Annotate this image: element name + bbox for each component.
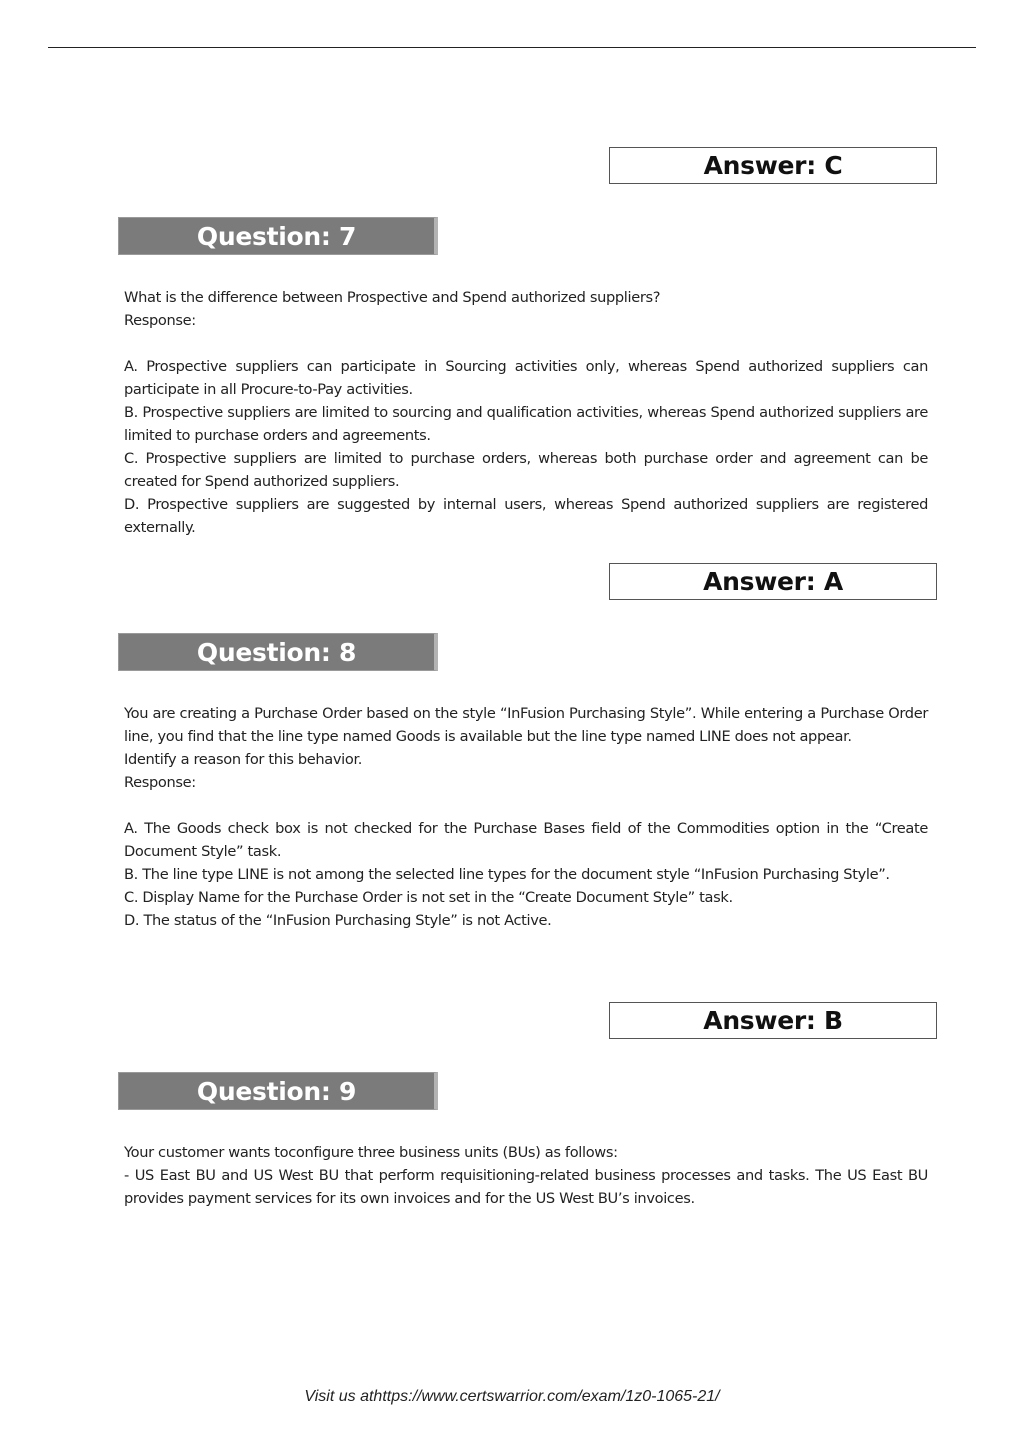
answer-label: Answer: B [703,1006,843,1035]
question-stem: What is the difference between Prospective and Spend authorized suppliers? [124,289,661,306]
question-stem: You are creating a Purchase Order based on the style “InFusion Purchasing Style”. While entering a Purchase Order line, you find that the line type named Goods is available but the line type named LINE does not appear. [124,705,928,745]
option-b: B. The line type LINE is not among the selected line types for the document style “InFusion Purchasing Style”. [124,866,890,883]
option-c: C. Display Name for the Purchase Order is not set in the “Create Document Style” task. [124,889,733,906]
answer-box-b [609,1002,937,1039]
question-title: Question: 8 [196,637,357,667]
question-8-body [124,702,928,932]
question-8-header [118,633,438,671]
question-9-body [124,1141,928,1210]
option-d: D. The status of the “InFusion Purchasing Style” is not Active. [124,912,552,929]
option-d: D. Prospective suppliers are suggested by internal users, whereas Spend authorized suppliers are registered externally. [124,496,928,536]
question-9-header [118,1072,438,1110]
question-stem: Your customer wants toconfigure three business units (BUs) as follows: [124,1144,618,1161]
answer-label: Answer: A [703,567,843,596]
answer-box-a [609,563,937,600]
question-stem-detail: - US East BU and US West BU that perform requisitioning-related business processes and tasks. The US East BU provides payment services for its own invoices and for the US West BU’s invoices. [124,1167,928,1207]
question-prompt: Identify a reason for this behavior. [124,751,363,768]
question-7-body [124,286,928,539]
answer-label: Answer: C [703,151,843,180]
answer-box-c [609,147,937,184]
response-label: Response: [124,312,196,329]
question-7-header [118,217,438,255]
response-label: Response: [124,774,196,791]
header-divider [48,47,976,48]
question-title: Question: 7 [196,221,357,251]
option-c: C. Prospective suppliers are limited to purchase orders, whereas both purchase order and agreement can be created for Spend authorized suppliers. [124,450,928,490]
footer-link[interactable]: Visit us athttps://www.certswarrior.com/exam/1z0-1065-21/ [304,1388,720,1405]
option-b: B. Prospective suppliers are limited to sourcing and qualification activities, whereas Spend authorized suppliers are limited to purchase orders and agreements. [124,404,928,444]
option-a: A. The Goods check box is not checked for the Purchase Bases field of the Commodities option in the “Create Document Style” task. [124,820,928,860]
question-title: Question: 9 [196,1076,357,1106]
option-a: A. Prospective suppliers can participate in Sourcing activities only, whereas Spend authorized suppliers can participate in all Procure-to-Pay activities. [124,358,928,398]
